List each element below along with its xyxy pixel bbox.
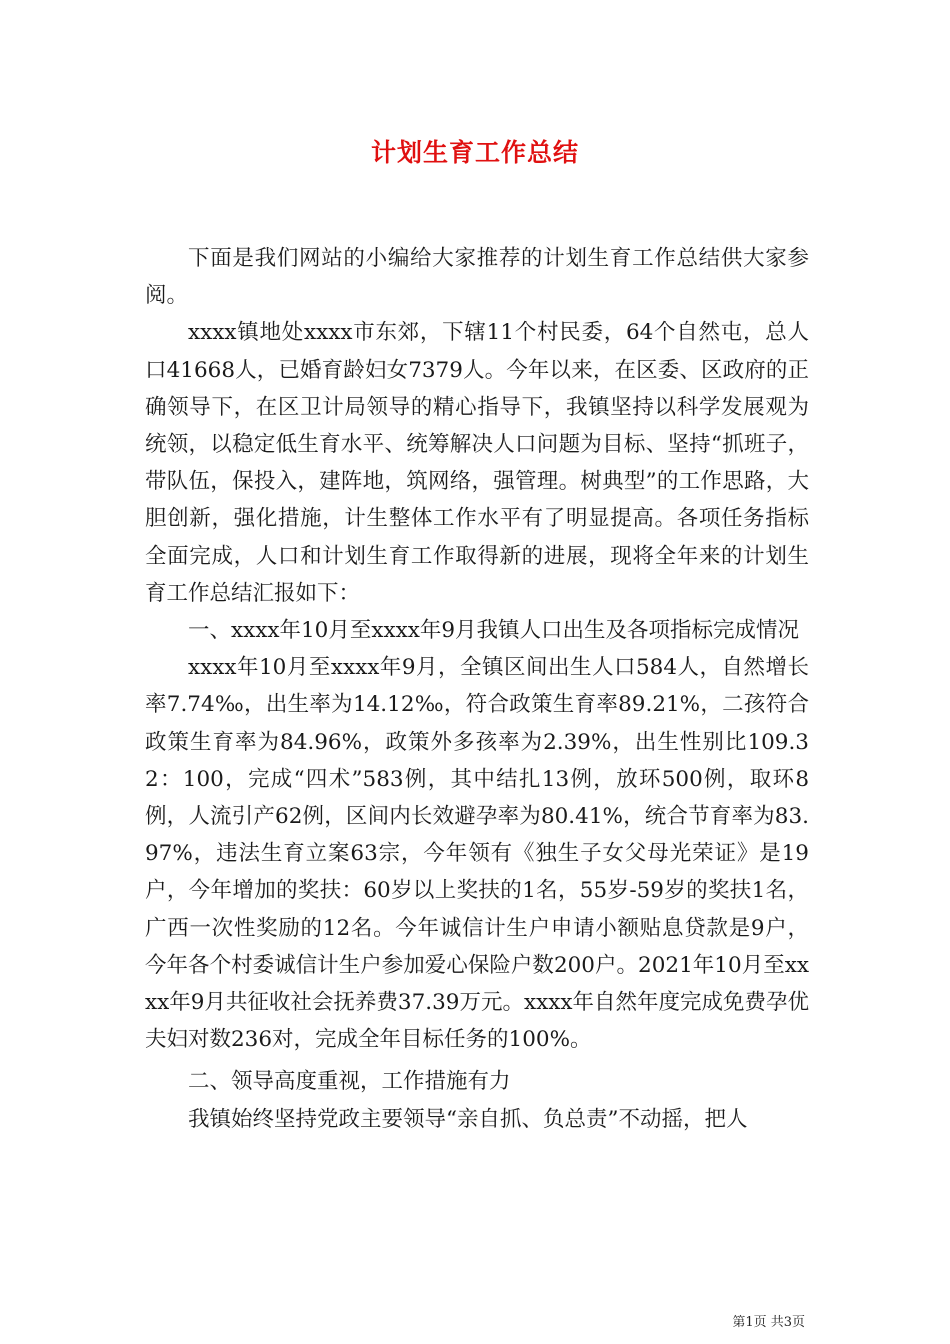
overview-paragraph: xxxx镇地处xxxx市东郊，下辖11个村民委，64个自然屯，总人口41668人，已婚育龄妇女7379人。今年以来，在区委、区政府的正确领导下，在区卫计局领导的精心指导下，我镇坚持以科学发展观为统领，以稳定低生育水平、统筹解决人口问题为目标、坚持“抓班子，带队伍，保投入，建阵地，筑网络，强管理。树典型”的工作思路，大胆创新，强化措施，计生整体工作水平有了明显提高。各项任务指标全面完成，人口和计划生育工作取得新的进展，现将全年来的计划生育工作总结汇报如下： <box>145 320 809 606</box>
document-title: 计划生育工作总结 <box>370 138 579 167</box>
page-number: 第1页 共3页 <box>732 1315 805 1330</box>
intro-paragraph: 下面是我们网站的小编给大家推荐的计划生育工作总结供大家参阅。 <box>145 246 809 309</box>
leadership-paragraph: 我镇始终坚持党政主要领导“亲自抓、负总责”不动摇，把人 <box>188 1106 748 1132</box>
document-body <box>145 240 809 1138</box>
section-two-heading: 二、领导高度重视，工作措施有力 <box>188 1069 511 1095</box>
section-one-heading: 一、xxxx年10月至xxxx年9月我镇人口出生及各项指标完成情况 <box>188 618 800 644</box>
statistics-paragraph: xxxx年10月至xxxx年9月，全镇区间出生人口584人，自然增长率7.74‰，出生率为14.12‰，符合政策生育率89.21%，二孩符合政策生育率为84.96%，政策外多孩率为2.39%，出生性别比109.32：100，完成“四术”583例，其中结扎13例，放环500例，取环8例，人流引产62例，区间内长效避孕率为80.41%，统合节育率为83.97%，违法生育立案63宗，今年领有《独生子女父母光荣证》是19户，今年增加的奖扶：60岁以上奖扶的1名，55岁-59岁的奖扶1名，广西一次性奖励的12名。今年诚信计生户申请小额贴息贷款是9户，今年各个村委诚信计生户参加爱心保险户数200户。2021年10月至xxxx年9月共征收社会抚养费37.39万元。xxxx年自然年度完成免费孕优夫妇对数236对，完成全年目标任务的100%。 <box>145 655 809 1053</box>
